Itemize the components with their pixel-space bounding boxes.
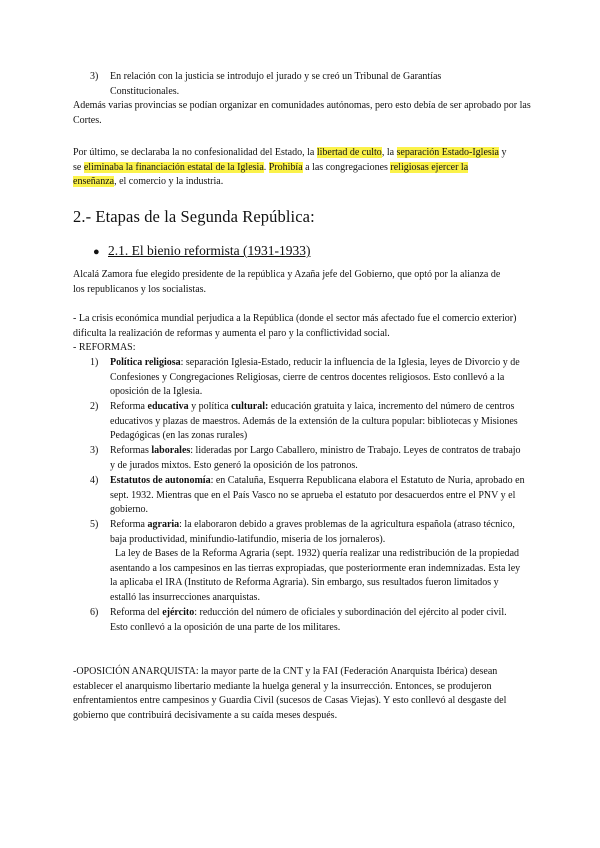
section-title: 2.- Etapas de la Segunda República: (73, 207, 315, 226)
paragraph-crisis: - La crisis económica mundial perjudica a la República (donde el sector más afectado fue el comercio exterior) dificulta la realización de reformas y aumenta el paro y la conflictividad social. (73, 313, 517, 339)
reforma-item: Reforma educativa y política cultural: educación gratuita y laica, incremento del número de centros educativos y plazas de maestros. Además de la extensión de la cultura popular: bibliotecas y Misiones Pedagógicas (en las zonas rurales) (110, 401, 518, 441)
list-number: 1) (90, 357, 99, 368)
paragraph-provincias: Además varias provincias se podían organizar en comunidades autónomas, pero esto debía de ser aprobado por las Cortes. (73, 100, 531, 126)
list-number: 5) (90, 519, 99, 530)
list-number: 6) (90, 607, 99, 618)
highlight-financiacion: eliminaba la financiación estatal de la Iglesia (83, 161, 264, 173)
reformas-label: - REFORMAS: (73, 342, 136, 353)
subsection-title: 2.1. El bienio reformista (1931-1933) (108, 243, 311, 258)
intro-item-text: En relación con la justicia se introdujo el jurado y se creó un Tribunal de Garantías Constitucionales. (110, 71, 442, 97)
reforma-item: Estatutos de autonomía: en Cataluña, Esquerra Republicana elabora el Estatuto de Nuria, aprobado en sept. 1932. Mientras que en el País Vasco no se aprueba el estatuto por desacuerdos entre el PNV y el gobierno. (110, 475, 525, 515)
highlight-libertad-culto: libertad de culto (316, 147, 382, 158)
list-number: 4) (90, 475, 99, 486)
list-number: 2) (90, 401, 99, 412)
bullet-icon: ● (93, 246, 100, 258)
highlight-ensenanza: religiosas ejercer la enseñanza (73, 161, 469, 187)
paragraph-ultimo: Por último, se declaraba la no confesionalidad del Estado, la libertad de culto, la separación Estado-Iglesia y se eliminaba la financiación estatal de la Iglesia. Prohibía a las congregaciones religiosas ejercer la enseñanza, el comercio y la industria. (73, 147, 507, 187)
paragraph-alcala: Alcalá Zamora fue elegido presidente de la república y Azaña jefe del Gobierno, que optó por la alianza de los republicanos y los socialistas. (73, 269, 501, 295)
highlight-prohibia: Prohibía (268, 161, 303, 173)
list-number: 3) (90, 71, 99, 82)
reforma-item: Reformas laborales: lideradas por Largo Caballero, ministro de Trabajo. Leyes de contratos de trabajo y de jurados mixtos. Esto generó la oposición de los patronos. (110, 445, 521, 471)
highlight-separacion: separación Estado-Iglesia (396, 147, 499, 158)
reforma-item: Política religiosa: separación Iglesia-Estado, reducir la influencia de la Iglesia, leyes de Divorcio y de Confesiones y Congregaciones Religiosas, cierre de centros docentes religiosos. Esto conllevó a la oposición de la Iglesia. (110, 357, 520, 397)
reforma-item: Reforma del ejército: reducción del número de oficiales y subordinación del ejército al poder civil. Esto conllevó a la oposición de una parte de los militares. (110, 607, 507, 633)
paragraph-oposicion: -OPOSICIÓN ANARQUISTA: la mayor parte de la CNT y la FAI (Federación Anarquista Ibérica) desean establecer el anarquismo libertario mediante la huelga general y la insurrección. Entonces, se produjeron enfrentamientos entre campesinos y Guardia Civil (sucesos de Casas Viejas). Y esto conllevó al desgaste del gobierno que contribuirá decisivamente a su caída meses después. (73, 666, 507, 721)
reforma-item: Reforma agraria: la elaboraron debido a graves problemas de la agricultura española (atraso técnico, baja productividad, minifundio-latifundio, miseria de los jornaleros). La ley de Bases de la Reforma Agraria (sept. 1932) quería realizar una redistribución de la propiedad asentando a los campesinos en las tierras expropiadas, que posteriormente eran indemnizadas. Esta ley la aplicaba el IRA (Instituto de Reforma Agraria). Sin embargo, sus resultados fueron limitados y estalló las insurrecciones anarquistas. (110, 519, 521, 603)
list-number: 3) (90, 445, 99, 456)
